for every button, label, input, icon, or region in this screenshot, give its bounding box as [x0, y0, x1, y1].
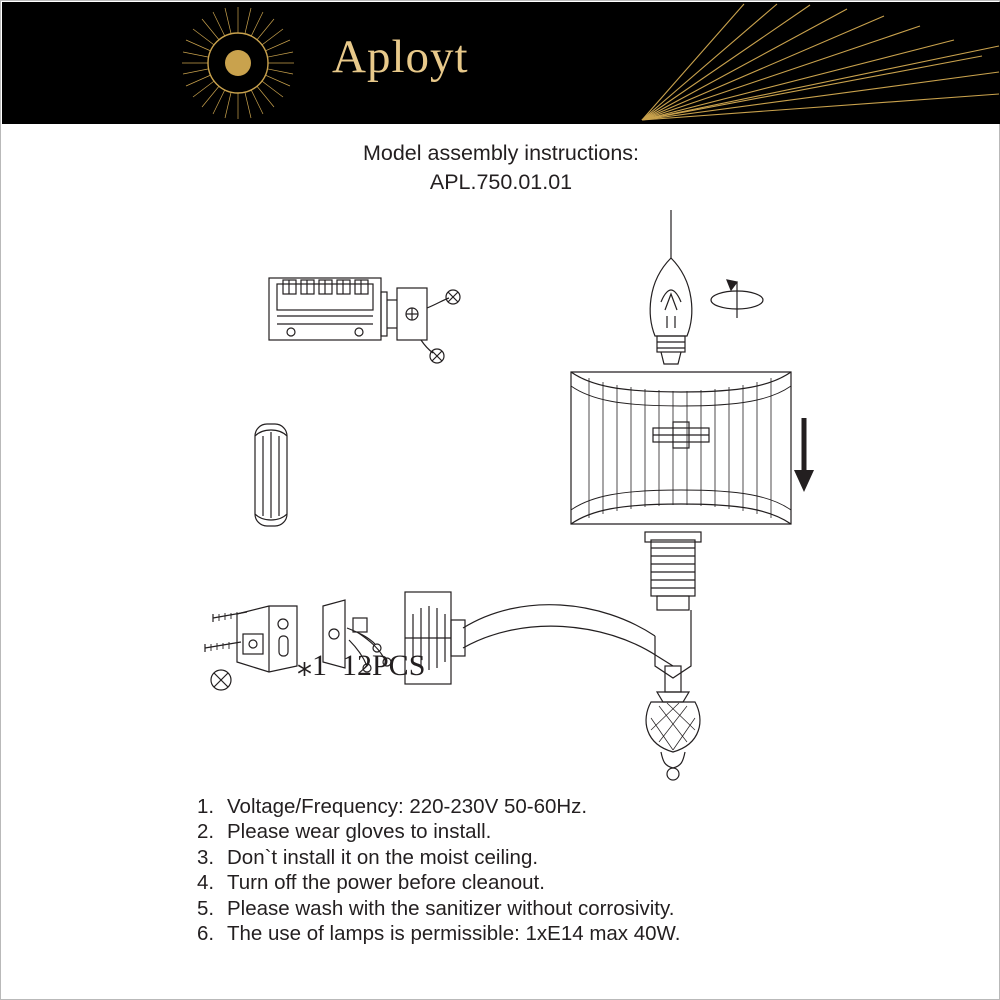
list-item	[197, 845, 957, 870]
header-banner	[2, 2, 1000, 124]
down-arrow-icon	[794, 418, 814, 492]
dowel-part-icon	[255, 424, 287, 526]
note-number: 4.	[197, 871, 215, 895]
candle-bulb-icon	[650, 210, 692, 364]
list-item	[197, 870, 957, 895]
notes-list	[197, 794, 957, 946]
note-text: Voltage/Frequency: 220-230V 50-60Hz.	[227, 795, 588, 818]
assembly-diagram-graphics	[1, 196, 1000, 786]
crystal-finial-icon	[646, 666, 700, 780]
banner-graphics	[2, 2, 1000, 124]
list-item	[197, 819, 957, 844]
note-number: 5.	[197, 896, 215, 920]
note-number: 6.	[197, 922, 215, 946]
list-item	[197, 921, 957, 946]
note-number: 2.	[197, 820, 215, 844]
page-title-line1: Model assembly instructions:	[362, 141, 640, 165]
rotate-arrow-icon	[711, 280, 763, 318]
list-item	[197, 794, 957, 819]
cylindrical-shade-icon	[571, 372, 791, 524]
note-text: Turn off the power before cleanout.	[227, 871, 545, 895]
assembly-diagram	[1, 196, 1000, 786]
parts-quantity-label: ⁎1 12PCS	[297, 649, 426, 682]
radial-rays-icon	[642, 4, 999, 120]
terminal-block-icon	[269, 278, 460, 363]
brand-name: Aployt	[332, 31, 469, 83]
note-text: Please wear gloves to install.	[227, 820, 492, 844]
list-item	[197, 896, 957, 921]
logo-core-dot	[225, 50, 251, 76]
page-title-line2: APL.750.01.01	[429, 169, 573, 194]
note-text: Don`t install it on the moist ceiling.	[227, 845, 539, 869]
screws-icon	[205, 612, 247, 690]
note-number: 1.	[197, 795, 215, 818]
curved-arm-icon	[405, 592, 691, 684]
e14-socket-icon	[645, 532, 701, 610]
note-number: 3.	[197, 845, 215, 869]
note-text: The use of lamps is permissible: 1xE14 max 40W.	[227, 922, 681, 946]
page-title	[1, 139, 1000, 197]
note-text: Please wash with the sanitizer without corrosivity.	[227, 896, 675, 920]
